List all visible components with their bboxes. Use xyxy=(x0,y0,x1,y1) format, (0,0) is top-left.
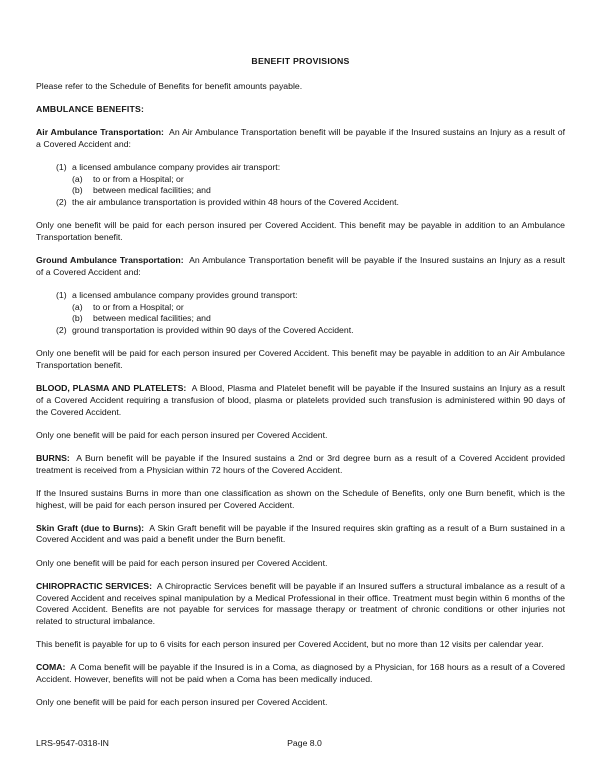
paragraph-text: An Air Ambulance Transportation benefit will be payable if the Insured sustains an Injury as a result of a Covered Accident and: xyxy=(36,126,565,149)
paragraph-burns-note: If the Insured sustains Burns in more than one classification as shown on the Schedule of Benefits, only one Burn benefit, which is the highest, will be paid for each person insured per Covered Accident. xyxy=(36,487,565,510)
intro-paragraph: Please refer to the Schedule of Benefits for benefit amounts payable. xyxy=(36,80,303,91)
run-in-heading-blood-plasma-platelets: BLOOD, PLASMA AND PLATELETS: xyxy=(36,383,187,394)
list-item-text: a licensed ambulance company provides ground transport: xyxy=(72,289,298,300)
list-air-ambulance-conditions xyxy=(36,162,565,209)
paragraph-text: A Coma benefit will be payable if the Insured is in a Coma, as diagnosed by a Physician, for 168 hours as a result of a Covered Accident. However, benefits will not be paid when a Coma has been medically induced. xyxy=(36,662,565,685)
list-marker: (2) xyxy=(56,196,67,207)
paragraph-text: An Ambulance Transportation benefit will be payable if the Insured sustains an Injury as a result of a Covered Accident and: xyxy=(36,255,565,277)
list-marker: (b) xyxy=(72,185,83,196)
paragraph-text: A Skin Graft benefit will be payable if the Insured requires skin grafting as a result of a Burn sustained in a Covered Accident and was paid a benefit under the Burn benefit. xyxy=(36,522,565,545)
run-in-heading-burns: BURNS: xyxy=(36,452,70,463)
paragraph-chiropractic-services xyxy=(36,581,565,628)
list-marker: (1) xyxy=(56,161,67,172)
list-item xyxy=(36,290,565,325)
list-item-text: to or from a Hospital; or xyxy=(93,301,184,312)
list-marker: (1) xyxy=(56,289,67,300)
list-item xyxy=(36,197,565,209)
list-marker: (2) xyxy=(56,325,67,336)
paragraph-coma-note: Only one benefit will be paid for each person insured per Covered Accident. xyxy=(36,697,328,708)
page-title: BENEFIT PROVISIONS xyxy=(251,56,350,66)
paragraph-air-ambulance xyxy=(36,127,565,150)
list-ground-ambulance-conditions xyxy=(36,290,565,337)
list-item xyxy=(36,162,565,197)
paragraph-skin-graft xyxy=(36,523,565,546)
paragraph-ground-ambulance-note: Only one benefit will be paid for each person insured per Covered Accident. This benefit may be payable in addition to an Air Ambulance Transportation benefit. xyxy=(36,348,565,370)
paragraph-text: A Burn benefit will be payable if the Insured sustains a 2nd or 3rd degree burn as a result of a Covered Accident provided treatment is received from a Physician within 72 hours of the Covered Accident. xyxy=(36,452,565,475)
paragraph-ground-ambulance xyxy=(36,255,565,278)
paragraph-skin-graft-note: Only one benefit will be paid for each person insured per Covered Accident. xyxy=(36,557,328,568)
run-in-heading-skin-graft: Skin Graft (due to Burns): xyxy=(36,522,145,533)
paragraph-text: A Blood, Plasma and Platelet benefit will be payable if the Insured sustains an Injury as a result of a Covered Accident requiring a transfusion of blood, plasma or platelets provided such transfusion is administered within 90 days of the Covered Accident. xyxy=(36,383,565,417)
page-number: Page 8.0 xyxy=(287,738,322,748)
paragraph-chiropractic-note: This benefit is payable for up to 6 visits for each person insured per Covered Accident, but no more than 12 visits per calendar year. xyxy=(36,639,544,650)
list-item-text: between medical facilities; and xyxy=(93,185,211,196)
paragraph-burns xyxy=(36,453,565,476)
list-item-text: ground transportation is provided within 90 days of the Covered Accident. xyxy=(72,325,354,336)
list-item xyxy=(72,185,565,197)
sublist-ground-ambulance xyxy=(72,302,565,325)
list-item xyxy=(36,325,565,337)
list-item-text: between medical facilities; and xyxy=(93,313,211,324)
run-in-heading-ground-ambulance: Ground Ambulance Transportation: xyxy=(36,255,184,266)
list-marker: (b) xyxy=(72,313,83,324)
list-item-text: the air ambulance transportation is provided within 48 hours of the Covered Accident. xyxy=(72,196,399,207)
paragraph-blood-plasma-note: Only one benefit will be paid for each person insured per Covered Accident. xyxy=(36,429,328,440)
paragraph-coma xyxy=(36,662,565,685)
page-content xyxy=(36,56,565,721)
list-item xyxy=(72,313,565,325)
paragraph-text: A Chiropractic Services benefit will be payable if an Insured suffers a structural imbalance as a result of a Covered Accident and receives spinal manipulation by a Medical Professional in their office. Treatment must begin within 6 months of the Covered Accident. Benefits are not payable for services for massage therapy or treatment of chronic conditions or other injuries not related to structural imbalance. xyxy=(36,580,565,626)
paragraph-air-ambulance-note: Only one benefit will be paid for each person insured per Covered Accident. This benefit may be payable in addition to an Ambulance Transportation benefit. xyxy=(36,220,565,242)
paragraph-blood-plasma-platelets xyxy=(36,383,565,418)
list-item xyxy=(72,302,565,314)
page-footer xyxy=(36,737,565,749)
list-item xyxy=(72,174,565,186)
run-in-heading-coma: COMA: xyxy=(36,662,66,673)
list-marker: (a) xyxy=(72,301,83,312)
run-in-heading-air-ambulance: Air Ambulance Transportation: xyxy=(36,126,164,137)
sublist-air-ambulance xyxy=(72,174,565,197)
form-number: LRS-9547-0318-IN xyxy=(36,738,109,748)
run-in-heading-chiropractic-services: CHIROPRACTIC SERVICES: xyxy=(36,580,152,591)
list-item-text: to or from a Hospital; or xyxy=(93,173,184,184)
list-marker: (a) xyxy=(72,173,83,184)
list-item-text: a licensed ambulance company provides air transport: xyxy=(72,161,281,172)
section-heading-ambulance-benefits: AMBULANCE BENEFITS: xyxy=(36,103,145,114)
